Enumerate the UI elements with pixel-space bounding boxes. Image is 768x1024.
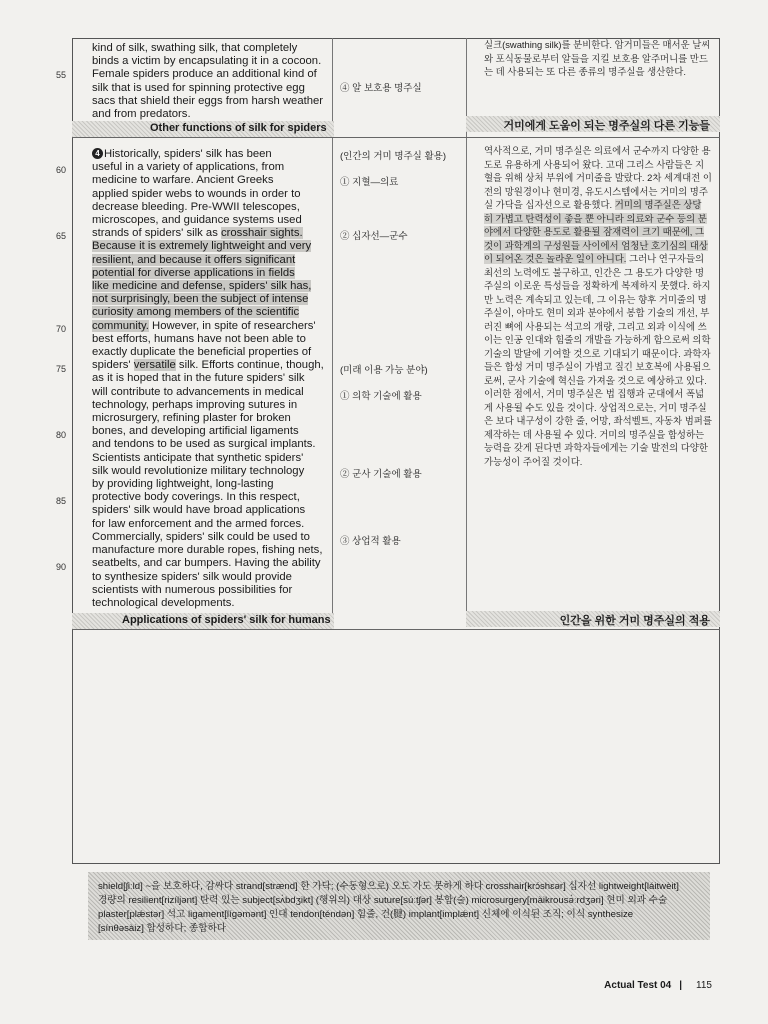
passage-text: for law enforcement and the armed forces. [92, 517, 305, 530]
passage-line [92, 320, 332, 333]
highlighted-text: curiosity among members of the scientific [92, 306, 300, 319]
section-band-apps-en [72, 613, 334, 629]
passage-line: silk that is used for spinning protective egg [92, 81, 305, 94]
vocabulary-box [88, 872, 710, 940]
passage-line [92, 504, 332, 517]
english-paragraph-4 [92, 148, 332, 610]
translation-text: 기술의 발달에 기여할 것으로 기대되기 때문이다. 과학자 [484, 347, 711, 359]
passage-text: by providing lightweight, long-lasting [92, 478, 274, 491]
passage-line [92, 267, 332, 280]
passage-text: technology, perhaps improving sutures in [92, 398, 298, 411]
note-item: ② 군사 기술에 활용 [340, 469, 422, 480]
note-egg-silk: ④ 알 보호용 명주실 [340, 83, 422, 94]
passage-line [92, 518, 332, 531]
line-number: 80 [56, 430, 67, 440]
passage-line [92, 399, 332, 412]
translation-text: 그러나 연구자들의 [626, 253, 705, 264]
translation-line [484, 387, 706, 401]
passage-line: Female spiders produce an additional kind of [92, 68, 317, 81]
vocab-line: [sínθəsàiz] 합성하다; 종합하다 [98, 923, 226, 934]
translation-line: 실크(swathing silk)를 분비한다. 암거미들은 매서운 날씨 [484, 39, 711, 50]
paragraph-number-badge: 4 [92, 148, 103, 159]
translation-text: 역사적으로, 거미 명주실은 의료에서 군수까지 다양한 용 [484, 145, 711, 156]
translation-line [484, 333, 711, 347]
translation-line [484, 455, 706, 469]
passage-text: protective body coverings. In this respect, [92, 491, 300, 504]
vocab-line: 경량의 resilient[rizíljənt] 탄력 있는 subject[sʌ́bdʒikt] (행위의) 대상 suture[súːtʃər] 봉합(술) microsurgery[màikrousə́ːrdʒəri] 현미 외과 수술 [98, 895, 668, 906]
passage-line [92, 174, 332, 187]
passage-line [92, 372, 332, 385]
passage-text: Scientists anticipate that synthetic spiders' [92, 451, 304, 464]
passage-text: spiders' [92, 359, 134, 372]
highlighted-text: 야에서 다양한 용도로 활용될 잠재력이 크기 때문에, 그 [484, 226, 705, 237]
section-divider [72, 629, 720, 630]
passage-line [92, 346, 332, 359]
passage-text: manufacture more durable ropes, fishing nets, [92, 544, 323, 557]
note-heading-future-use: (미래 이용 가능 분야) [340, 365, 428, 376]
passage-line [92, 412, 332, 425]
section-title-en: Applications of spiders' silk for humans [122, 614, 331, 626]
test-label: Actual Test 04 [604, 980, 672, 991]
translation-text: 러진 뼈에 사용되는 석고의 개량, 그리고 외과 이식에 쓰 [484, 320, 707, 332]
passage-line [92, 201, 332, 214]
highlighted-text: 이 되어온 것은 놀라운 일이 아니다. [484, 253, 627, 264]
translation-line [484, 212, 706, 226]
section-divider [72, 137, 720, 138]
passage-line [92, 386, 332, 399]
page-number: 115 [696, 980, 712, 991]
highlighted-text: 거미의 명주실은 상당 [614, 199, 702, 210]
line-number: 90 [56, 562, 67, 572]
highlighted-text: potential for diverse applications in fields [92, 266, 295, 279]
line-number: 65 [56, 231, 67, 241]
passage-text: spiders' silk would have broad applications [92, 504, 306, 517]
passage-text: will contribute to advancements in medical [92, 385, 304, 398]
highlighted-text: resilient, and because it offers significant [92, 253, 296, 266]
translation-line: 는 데 사용되는 또 다른 종류의 명주실을 생산한다. [484, 66, 686, 77]
page-footer [604, 980, 712, 991]
passage-line [92, 465, 332, 478]
translation-line [484, 158, 706, 172]
passage-text: scientists with numerous possibilities for [92, 583, 293, 596]
translation-text: 주실의 이로운 특성들을 정확하게 복제하지 못했다. 하지 [484, 280, 711, 291]
passage-line [92, 293, 332, 306]
passage-line [92, 531, 332, 544]
highlighted-text: like medicine and defense, spiders' silk has, [92, 280, 312, 293]
translation-text: 혈을 위해 상처 부위에 거미줄을 발랐다. 2차 세계대전 이 [484, 172, 712, 183]
line-number: 70 [56, 324, 67, 334]
translation-text: 도로 유용하게 사용되어 왔다. 고대 그리스 사람들은 지 [484, 158, 705, 170]
section-title-en: Other functions of silk for spiders [150, 122, 327, 134]
passage-text: bones, and developing artificial ligaments [92, 425, 299, 438]
translation-line [484, 279, 711, 293]
passage-line [92, 214, 332, 227]
section-title-ko: 인간을 위한 거미 명주실의 적용 [559, 615, 710, 627]
passage-line [92, 161, 332, 174]
translation-text: 게 사용될 수도 있을 것이다. 상업적으로는, 거미 명주실 [484, 401, 707, 413]
section-band-other-ko [466, 116, 720, 132]
passage-text: to synthesize spiders' silk would provide [92, 570, 292, 583]
passage-text: microsurgery, refining plaster for broken [92, 412, 291, 425]
line-number: 55 [56, 70, 67, 80]
translation-line [484, 198, 706, 212]
korean-translation-body [484, 144, 712, 468]
passage-line [92, 452, 332, 465]
translation-line [484, 185, 706, 199]
translation-text: 실 가닥을 십자선으로 활용했다. [484, 199, 615, 210]
passage-text: silk. Efforts continue, though, [175, 359, 324, 372]
translation-line [484, 171, 712, 185]
passage-text: decrease bleeding. Pre-WWII telescopes, [92, 200, 300, 213]
highlighted-text: Because it is extremely lightweight and very [92, 240, 312, 253]
translation-text: 만 노력은 계속되고 있는데, 그 이유는 향후 거미줄의 명 [484, 293, 707, 305]
translation-text: 이러한 점에서, 거미 명주실은 법 집행과 군대에서 폭넓 [484, 388, 705, 399]
line-number: 85 [56, 496, 67, 506]
translation-line: 와 포식동물로부터 알들을 지킬 보호용 알주머니를 만드 [484, 52, 708, 64]
passage-text: best efforts, humans have not been able to [92, 332, 306, 345]
highlighted-text: crosshair sights. [220, 227, 303, 240]
highlighted-text: not surprisingly, been the subject of intense [92, 293, 309, 306]
passage-text: microscopes, and guidance systems used [92, 214, 302, 227]
passage-line: and from predators. [92, 108, 191, 121]
translation-text: 주실이, 아마도 현미 외과 분야에서 봉합 기술의 개선, 부 [484, 307, 710, 318]
translation-text: 능력을 갖게 된다면 과학자들에게는 기술 발전의 다양한 [484, 442, 708, 453]
passage-line [92, 227, 332, 240]
translation-line [484, 293, 706, 307]
vocab-line: plaster[plǽstər] 석고 ligament[lígəmənt] 인대 tendon[téndən] 힘줄, 건(腱) implant[implǽnt] 신체에 이식된 조직; 이식 synthesize [98, 909, 634, 920]
translation-line [484, 239, 706, 253]
translation-line [484, 441, 706, 455]
translation-text: 최선의 노력에도 불구하고, 인간은 그 용도가 다양한 명 [484, 266, 705, 278]
note-item: ③ 상업적 활용 [340, 536, 401, 547]
passage-line: kind of silk, swathing silk, that completely [92, 42, 298, 54]
passage-text: exactly duplicate the beneficial properties of [92, 346, 312, 359]
translation-text: 제작하는 데 사용될 수 있다. 거미의 명주실을 합성하는 [484, 428, 705, 440]
passage-text: useful in a variety of applications, from [92, 161, 285, 174]
translation-text: 로써, 군사 기술에 혁신을 가져올 것으로 예상하고 있다. [484, 374, 707, 386]
passage-line [92, 438, 332, 451]
passage-line [92, 584, 332, 597]
korean-translation-top [484, 38, 711, 79]
passage-text: as it is hoped that in the future spiders' silk [92, 372, 305, 385]
translation-text: 은 보다 내구성이 강한 줄, 어망, 좌석벨트, 자동차 범퍼를 [484, 415, 712, 426]
passage-text: and tendons to be used as surgical implants. [92, 438, 316, 451]
vocab-line: shield[ʃiːld] ~을 보호하다, 감싸다 strand[strænd] 한 가닥; (수동형으로) 오도 가도 못하게 하다 crosshair[krɔ́shɛər] 십자선 lightweight[láitwèit] [98, 881, 679, 892]
passage-line [92, 491, 332, 504]
passage-line [92, 425, 332, 438]
highlighted-text: community. [92, 319, 149, 332]
passage-line [92, 188, 332, 201]
passage-text: strands of spiders' silk as [92, 227, 221, 240]
translation-line [484, 266, 706, 280]
passage-text: silk would revolutionize military technology [92, 464, 305, 477]
passage-line [92, 254, 332, 267]
passage-text: Commercially, spiders' silk could be used to [92, 530, 310, 543]
passage-line [92, 571, 332, 584]
passage-line [92, 597, 332, 610]
translation-line [484, 401, 706, 415]
english-passage-top [92, 42, 332, 121]
note-item: ① 의학 기술에 활용 [340, 391, 422, 402]
passage-line: binds a victim by encapsulating it in a cocoon. [92, 55, 322, 68]
footer-separator: | [679, 980, 683, 991]
passage-text: Historically, spiders' silk has been [104, 148, 272, 160]
section-band-apps-ko [466, 611, 720, 627]
passage-line: sacs that shield their eggs from harsh weather [92, 94, 324, 107]
passage-text: technological developments. [92, 596, 235, 609]
highlighted-text: 것이 과학계의 구성원들 사이에서 엄청난 호기심의 대상 [484, 239, 708, 251]
translation-line [484, 360, 711, 374]
translation-line [484, 144, 711, 158]
note-item: ① 지혈—의료 [340, 177, 399, 188]
passage-line [92, 544, 332, 557]
highlighted-text: 히 가볍고 탄력성이 좋을 뿐 아니라 의료와 군수 등의 분 [484, 212, 707, 224]
passage-text: However, in spite of researchers' [148, 319, 316, 332]
translation-line [484, 428, 706, 442]
passage-line [92, 333, 332, 346]
translation-text: 이는 인공 인대와 힘줄의 개발을 가능하게 함으로써 의학 [484, 334, 711, 345]
passage-text: medicine to warfare. Ancient Greeks [92, 174, 274, 187]
passage-line [92, 148, 332, 161]
line-number: 75 [56, 364, 67, 374]
translation-line [484, 252, 706, 266]
passage-line [92, 359, 332, 372]
passage-line [92, 280, 332, 293]
translation-line [484, 320, 706, 334]
section-title-ko: 거미에게 도움이 되는 명주실의 다른 기능들 [503, 120, 710, 132]
highlighted-text: versatile [133, 359, 176, 372]
translation-line [484, 347, 711, 361]
passage-line [92, 557, 332, 570]
passage-line [92, 240, 332, 253]
translation-text: 들은 합성 거미 명주실이 가볍고 질긴 보호복에 사용됨으 [484, 361, 711, 372]
note-heading-human-use: (인간의 거미 명주실 활용) [340, 151, 447, 162]
section-band-other-en [72, 121, 334, 137]
translation-text: 전의 망원경이나 현미경, 유도시스템에서는 거미의 명주 [484, 185, 708, 197]
passage-line [92, 478, 332, 491]
passage-text: seatbelts, and car bumpers. Having the ability [92, 557, 321, 570]
translation-text: 가능성이 주어질 것이다. [484, 455, 583, 467]
translation-line [484, 374, 706, 388]
note-item: ② 십자선—군수 [340, 231, 408, 242]
translation-line [484, 414, 712, 428]
passage-text: applied spider webs to wounds in order to [92, 187, 301, 200]
line-number: 60 [56, 165, 67, 175]
passage-line [92, 306, 332, 319]
translation-line [484, 306, 710, 320]
translation-line [484, 225, 706, 239]
